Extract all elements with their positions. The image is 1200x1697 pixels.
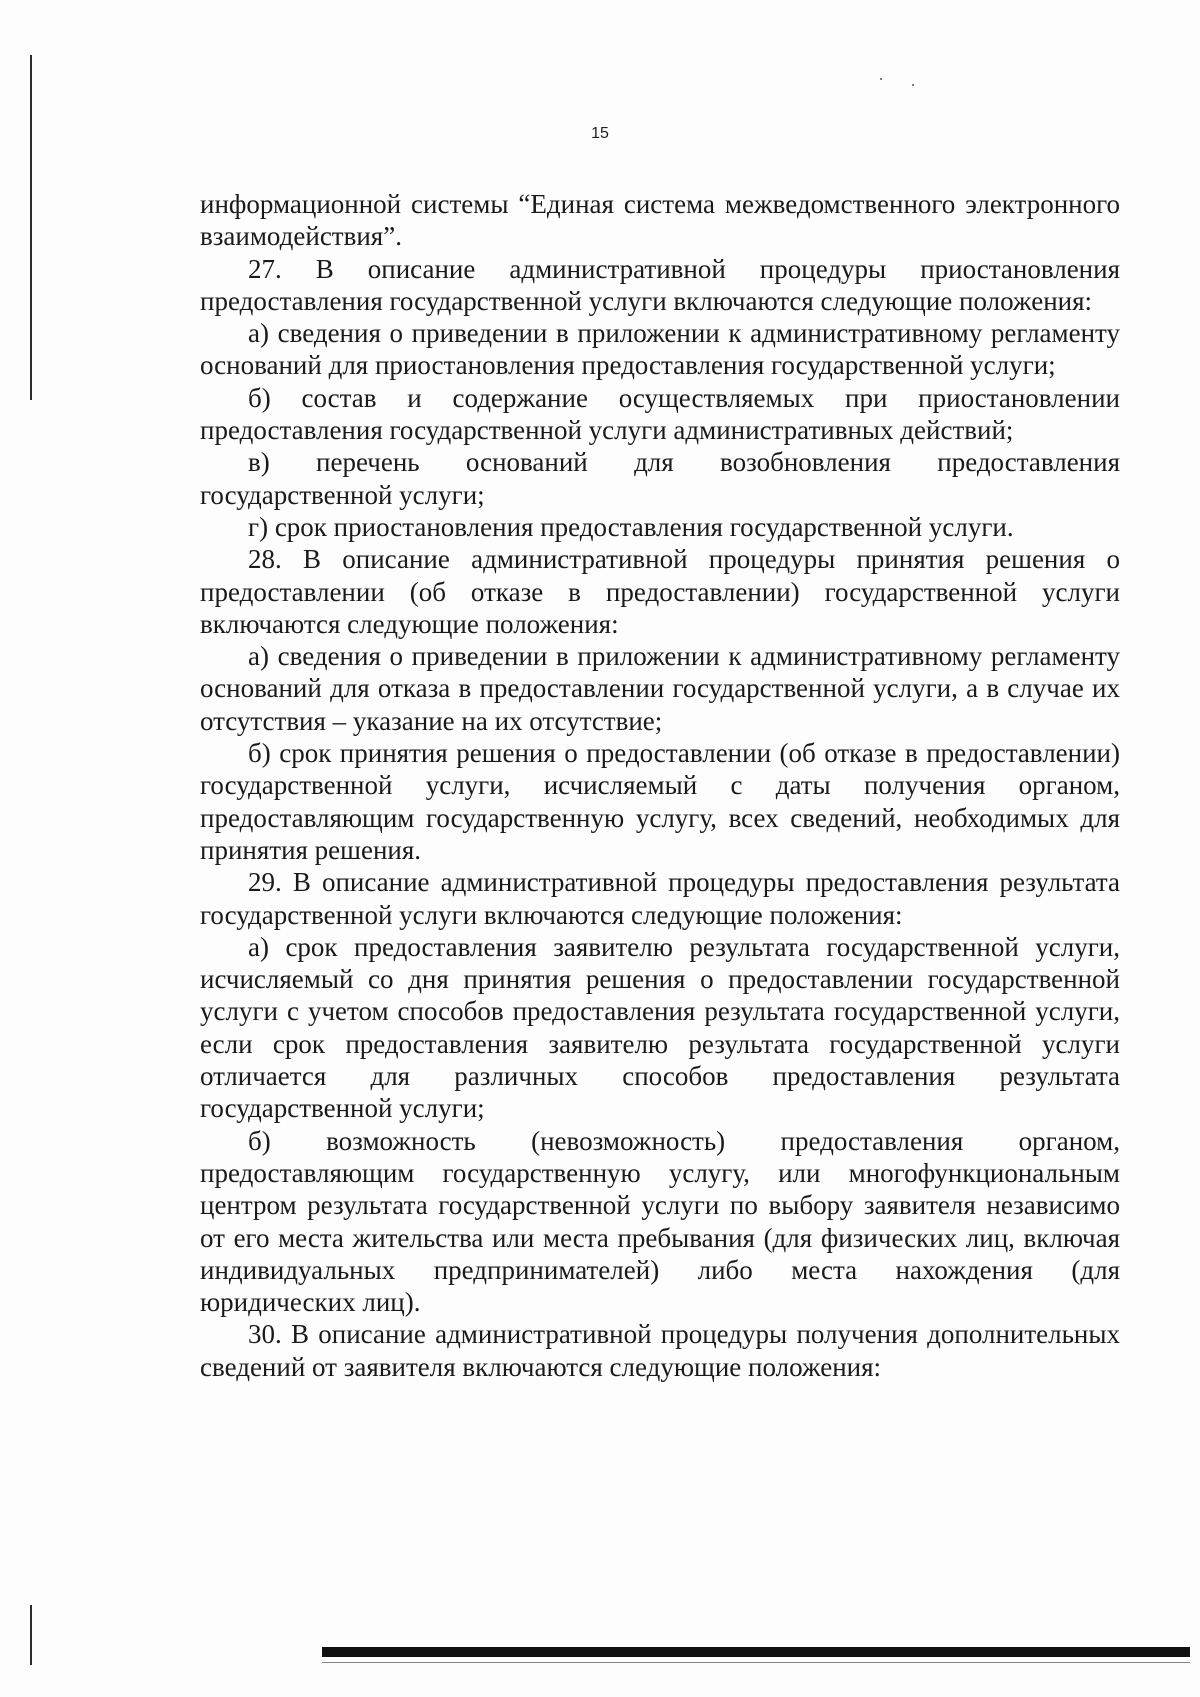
paragraph-30: 30. В описание административной процедуры получения дополнительных сведений от заявителя включаются следующие положения: [200, 1319, 1120, 1382]
paragraph-28-b: б) срок принятия решения о предоставлении (об отказе в предоставлении) государственной услуги, исчисляемый с даты получения органом, предоставляющим государственную услугу, всех сведений, необходимых для принятия решения. [200, 738, 1120, 865]
paragraph-continuation: информационной системы “Единая система межведомственного электронного взаимодействия”. [200, 189, 1120, 252]
paragraph-29: 29. В описание административной процедуры предоставления результата государственной услуги включаются следующие положения: [200, 867, 1120, 930]
scan-edge-line-top [30, 55, 32, 400]
paragraph-28-a: а) сведения о приведении в приложении к административному регламенту оснований для отказа в предоставлении государственной услуги, а в случае их отсутствия – указание на их отсутствие; [200, 641, 1120, 736]
paragraph-29-a: а) срок предоставления заявителю результата государственной услуги, исчисляемый со дня принятия решения о предоставлении государственной услуги с учетом способов предоставления результата государственной услуги, если срок предоставления заявителю результата государственной услуги отличается для различных способов предоставления результата государственной услуги; [200, 931, 1120, 1124]
paragraph-27-v: в) перечень оснований для возобновления предоставления государственной услуги; [200, 447, 1120, 510]
scan-speck [912, 84, 914, 86]
paragraph-27: 27. В описание административной процедуры приостановления предоставления государственной услуги включаются следующие положения: [200, 253, 1120, 316]
paragraph-27-b: б) состав и содержание осуществляемых при приостановлении предоставления государственной услуги административных действий; [200, 382, 1120, 446]
scan-bottom-edge-thin [322, 1662, 1190, 1663]
page-number: 15 [591, 125, 609, 142]
scan-bottom-edge [322, 1647, 1190, 1657]
scan-speck [880, 78, 882, 80]
document-body [200, 188, 1120, 1383]
paragraph-29-b: б) возможность (невозможность) предоставления органом, предоставляющим государственную услугу, или многофункциональным центром результата государственной услуги по выбору заявителя независимо от его места жительства или места пребывания (для физических лиц, включая индивидуальных предпринимателей) либо места нахождения (для юридических лиц). [200, 1125, 1120, 1318]
paragraph-28: 28. В описание административной процедуры принятия решения о предоставлении (об отказе в предоставлении) государственной услуги включаются следующие положения: [200, 544, 1120, 639]
paragraph-27-g: г) срок приостановления предоставления государственной услуги. [248, 511, 1014, 542]
paragraph-27-a: а) сведения о приведении в приложении к административному регламенту оснований для приостановления предоставления государственной услуги; [200, 318, 1120, 381]
scan-edge-line-bottom [30, 1605, 32, 1665]
